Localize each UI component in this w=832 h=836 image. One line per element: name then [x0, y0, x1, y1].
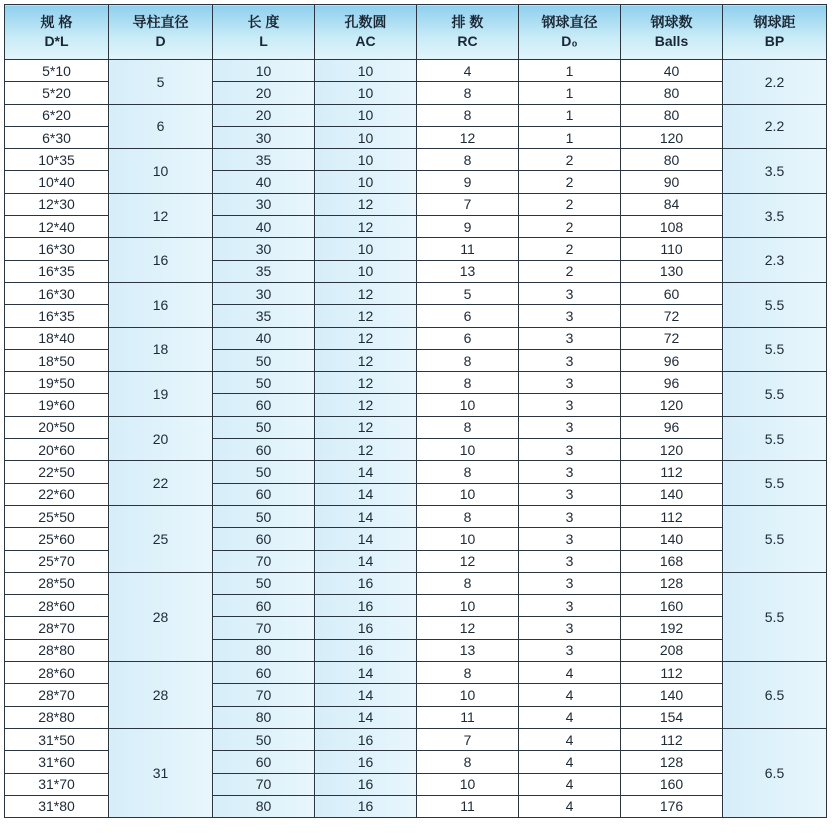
- cell-rows: 8: [417, 82, 519, 104]
- cell-spec: 10*40: [5, 171, 109, 193]
- header-balls: [621, 5, 723, 60]
- cell-balls: 120: [621, 126, 723, 148]
- cell-spec: 31*70: [5, 773, 109, 795]
- cell-hole-circle: 10: [315, 238, 417, 260]
- cell-rows: 10: [417, 394, 519, 416]
- cell-hole-circle: 10: [315, 82, 417, 104]
- cell-hole-circle: 10: [315, 149, 417, 171]
- header-symbol: L: [259, 33, 268, 49]
- cell-spec: 12*30: [5, 193, 109, 215]
- cell-hole-circle: 14: [315, 483, 417, 505]
- header-label: 钢球直径: [541, 14, 598, 30]
- cell-ball-diameter: 3: [519, 595, 621, 617]
- cell-spec: 5*20: [5, 82, 109, 104]
- cell-hole-circle: 12: [315, 349, 417, 371]
- cell-ball-diameter: 3: [519, 282, 621, 304]
- cell-balls: 140: [621, 684, 723, 706]
- cell-ball-pitch: 2.2: [723, 104, 827, 149]
- cell-guide-diameter: 6: [109, 104, 213, 149]
- spec-table-container: [4, 4, 827, 818]
- cell-rows: 10: [417, 595, 519, 617]
- cell-rows: 8: [417, 372, 519, 394]
- cell-length: 50: [213, 505, 315, 527]
- cell-rows: 8: [417, 416, 519, 438]
- cell-balls: 120: [621, 439, 723, 461]
- cell-spec: 31*50: [5, 728, 109, 750]
- cell-rows: 8: [417, 751, 519, 773]
- cell-balls: 110: [621, 238, 723, 260]
- cell-length: 35: [213, 149, 315, 171]
- cell-ball-pitch: 5.5: [723, 372, 827, 417]
- cell-ball-diameter: 3: [519, 617, 621, 639]
- cell-hole-circle: 16: [315, 595, 417, 617]
- cell-spec: 5*10: [5, 60, 109, 82]
- cell-balls: 192: [621, 617, 723, 639]
- cell-ball-pitch: 5.5: [723, 505, 827, 572]
- cell-length: 30: [213, 193, 315, 215]
- cell-ball-diameter: 3: [519, 572, 621, 594]
- cell-hole-circle: 10: [315, 60, 417, 82]
- cell-balls: 72: [621, 327, 723, 349]
- cell-hole-circle: 16: [315, 617, 417, 639]
- cell-hole-circle: 12: [315, 394, 417, 416]
- header-label: 钢球数: [650, 14, 693, 30]
- cell-spec: 20*50: [5, 416, 109, 438]
- header-row: [5, 5, 827, 60]
- cell-rows: 8: [417, 662, 519, 684]
- cell-rows: 5: [417, 282, 519, 304]
- cell-ball-diameter: 2: [519, 149, 621, 171]
- cell-rows: 8: [417, 349, 519, 371]
- cell-ball-pitch: 6.5: [723, 662, 827, 729]
- cell-balls: 154: [621, 706, 723, 728]
- header-symbol: BP: [764, 33, 785, 49]
- cell-spec: 28*50: [5, 572, 109, 594]
- cell-length: 40: [213, 171, 315, 193]
- cell-spec: 28*80: [5, 639, 109, 661]
- cell-hole-circle: 16: [315, 572, 417, 594]
- cell-balls: 112: [621, 662, 723, 684]
- cell-balls: 96: [621, 416, 723, 438]
- cell-hole-circle: 10: [315, 126, 417, 148]
- cell-hole-circle: 12: [315, 216, 417, 238]
- cell-ball-diameter: 3: [519, 349, 621, 371]
- table-row: [5, 149, 827, 171]
- cell-balls: 128: [621, 572, 723, 594]
- cell-rows: 8: [417, 461, 519, 483]
- cell-spec: 25*60: [5, 528, 109, 550]
- cell-spec: 20*60: [5, 439, 109, 461]
- cell-spec: 12*40: [5, 216, 109, 238]
- header-symbol: RC: [457, 33, 478, 49]
- cell-balls: 128: [621, 751, 723, 773]
- cell-length: 60: [213, 439, 315, 461]
- header-length: [213, 5, 315, 60]
- cell-hole-circle: 10: [315, 171, 417, 193]
- cell-guide-diameter: 5: [109, 60, 213, 105]
- table-row: [5, 505, 827, 527]
- cell-balls: 168: [621, 550, 723, 572]
- cell-ball-diameter: 2: [519, 193, 621, 215]
- cell-balls: 140: [621, 483, 723, 505]
- cell-hole-circle: 12: [315, 282, 417, 304]
- cell-rows: 9: [417, 171, 519, 193]
- cell-balls: 176: [621, 795, 723, 817]
- cell-ball-diameter: 3: [519, 528, 621, 550]
- cell-ball-diameter: 2: [519, 260, 621, 282]
- cell-length: 10: [213, 60, 315, 82]
- header-ball-pitch: [723, 5, 827, 60]
- table-row: [5, 282, 827, 304]
- cell-ball-diameter: 3: [519, 505, 621, 527]
- cell-rows: 8: [417, 572, 519, 594]
- cell-length: 35: [213, 260, 315, 282]
- cell-hole-circle: 10: [315, 104, 417, 126]
- cell-guide-diameter: 31: [109, 728, 213, 817]
- cell-ball-diameter: 4: [519, 751, 621, 773]
- cell-balls: 80: [621, 149, 723, 171]
- cell-balls: 208: [621, 639, 723, 661]
- cell-guide-diameter: 19: [109, 372, 213, 417]
- header-rows: [417, 5, 519, 60]
- cell-spec: 16*35: [5, 260, 109, 282]
- cell-length: 50: [213, 572, 315, 594]
- cell-spec: 16*30: [5, 238, 109, 260]
- cell-spec: 6*20: [5, 104, 109, 126]
- cell-rows: 4: [417, 60, 519, 82]
- cell-rows: 11: [417, 238, 519, 260]
- cell-hole-circle: 16: [315, 795, 417, 817]
- cell-ball-diameter: 1: [519, 60, 621, 82]
- cell-guide-diameter: 28: [109, 572, 213, 661]
- cell-length: 80: [213, 795, 315, 817]
- cell-rows: 6: [417, 327, 519, 349]
- cell-balls: 80: [621, 82, 723, 104]
- cell-length: 60: [213, 528, 315, 550]
- header-symbol: D: [155, 33, 166, 49]
- cell-spec: 16*35: [5, 305, 109, 327]
- cell-balls: 90: [621, 171, 723, 193]
- cell-spec: 25*70: [5, 550, 109, 572]
- table-row: [5, 193, 827, 215]
- cell-hole-circle: 14: [315, 684, 417, 706]
- cell-guide-diameter: 20: [109, 416, 213, 461]
- cell-rows: 12: [417, 617, 519, 639]
- cell-hole-circle: 14: [315, 706, 417, 728]
- table-row: [5, 461, 827, 483]
- cell-hole-circle: 12: [315, 372, 417, 394]
- cell-length: 30: [213, 238, 315, 260]
- cell-rows: 8: [417, 149, 519, 171]
- cell-length: 50: [213, 416, 315, 438]
- cell-length: 60: [213, 483, 315, 505]
- cell-ball-pitch: 5.5: [723, 572, 827, 661]
- cell-rows: 8: [417, 104, 519, 126]
- cell-length: 70: [213, 773, 315, 795]
- cell-length: 40: [213, 327, 315, 349]
- cell-balls: 120: [621, 394, 723, 416]
- cell-ball-diameter: 3: [519, 461, 621, 483]
- cell-rows: 9: [417, 216, 519, 238]
- cell-balls: 72: [621, 305, 723, 327]
- cell-ball-pitch: 5.5: [723, 461, 827, 506]
- cell-ball-diameter: 4: [519, 662, 621, 684]
- cell-hole-circle: 14: [315, 528, 417, 550]
- cell-balls: 96: [621, 349, 723, 371]
- header-label: 导柱直径: [132, 14, 189, 30]
- cell-ball-pitch: 3.5: [723, 193, 827, 238]
- cell-rows: 11: [417, 706, 519, 728]
- cell-length: 50: [213, 372, 315, 394]
- cell-hole-circle: 12: [315, 305, 417, 327]
- cell-rows: 10: [417, 773, 519, 795]
- cell-length: 50: [213, 349, 315, 371]
- table-header: [5, 5, 827, 60]
- cell-rows: 10: [417, 684, 519, 706]
- cell-guide-diameter: 18: [109, 327, 213, 372]
- header-label: 排 数: [451, 14, 484, 30]
- cell-ball-diameter: 2: [519, 216, 621, 238]
- cell-rows: 12: [417, 126, 519, 148]
- table-row: [5, 372, 827, 394]
- cell-spec: 28*80: [5, 706, 109, 728]
- cell-balls: 160: [621, 595, 723, 617]
- cell-hole-circle: 12: [315, 327, 417, 349]
- cell-guide-diameter: 22: [109, 461, 213, 506]
- cell-length: 70: [213, 617, 315, 639]
- cell-spec: 19*50: [5, 372, 109, 394]
- cell-hole-circle: 14: [315, 550, 417, 572]
- cell-spec: 31*80: [5, 795, 109, 817]
- cell-length: 30: [213, 282, 315, 304]
- cell-ball-diameter: 3: [519, 416, 621, 438]
- cell-ball-diameter: 4: [519, 773, 621, 795]
- spec-table: [4, 4, 827, 818]
- cell-guide-diameter: 12: [109, 193, 213, 238]
- cell-hole-circle: 16: [315, 728, 417, 750]
- cell-length: 60: [213, 595, 315, 617]
- cell-ball-pitch: 5.5: [723, 327, 827, 372]
- cell-length: 50: [213, 461, 315, 483]
- cell-rows: 13: [417, 639, 519, 661]
- header-label: 长 度: [247, 14, 280, 30]
- cell-balls: 140: [621, 528, 723, 550]
- header-label: 钢球距: [753, 14, 796, 30]
- cell-rows: 8: [417, 505, 519, 527]
- cell-hole-circle: 12: [315, 416, 417, 438]
- cell-ball-diameter: 3: [519, 327, 621, 349]
- cell-spec: 10*35: [5, 149, 109, 171]
- cell-ball-diameter: 3: [519, 305, 621, 327]
- cell-ball-diameter: 1: [519, 126, 621, 148]
- cell-balls: 130: [621, 260, 723, 282]
- cell-rows: 11: [417, 795, 519, 817]
- cell-ball-pitch: 2.3: [723, 238, 827, 283]
- cell-hole-circle: 14: [315, 461, 417, 483]
- cell-balls: 84: [621, 193, 723, 215]
- cell-length: 70: [213, 550, 315, 572]
- cell-guide-diameter: 16: [109, 282, 213, 327]
- cell-rows: 6: [417, 305, 519, 327]
- cell-spec: 22*60: [5, 483, 109, 505]
- cell-ball-diameter: 3: [519, 394, 621, 416]
- cell-length: 80: [213, 706, 315, 728]
- header-symbol: AC: [355, 33, 376, 49]
- cell-balls: 80: [621, 104, 723, 126]
- cell-ball-pitch: 5.5: [723, 416, 827, 461]
- cell-length: 50: [213, 728, 315, 750]
- cell-ball-diameter: 3: [519, 639, 621, 661]
- table-row: [5, 662, 827, 684]
- cell-hole-circle: 10: [315, 260, 417, 282]
- cell-ball-pitch: 3.5: [723, 149, 827, 194]
- cell-length: 40: [213, 216, 315, 238]
- cell-rows: 10: [417, 528, 519, 550]
- cell-balls: 96: [621, 372, 723, 394]
- cell-ball-diameter: 4: [519, 795, 621, 817]
- cell-guide-diameter: 10: [109, 149, 213, 194]
- cell-length: 20: [213, 82, 315, 104]
- cell-spec: 31*60: [5, 751, 109, 773]
- cell-ball-diameter: 2: [519, 238, 621, 260]
- cell-length: 35: [213, 305, 315, 327]
- cell-guide-diameter: 28: [109, 662, 213, 729]
- cell-balls: 60: [621, 282, 723, 304]
- table-body: [5, 60, 827, 818]
- header-symbol: D₀: [561, 33, 578, 49]
- cell-ball-diameter: 4: [519, 728, 621, 750]
- cell-spec: 18*50: [5, 349, 109, 371]
- cell-balls: 112: [621, 505, 723, 527]
- cell-ball-diameter: 4: [519, 706, 621, 728]
- cell-hole-circle: 12: [315, 193, 417, 215]
- cell-ball-diameter: 2: [519, 171, 621, 193]
- cell-rows: 10: [417, 483, 519, 505]
- cell-ball-pitch: 5.5: [723, 282, 827, 327]
- cell-spec: 28*70: [5, 617, 109, 639]
- cell-ball-diameter: 3: [519, 483, 621, 505]
- cell-rows: 7: [417, 728, 519, 750]
- cell-rows: 13: [417, 260, 519, 282]
- cell-ball-diameter: 3: [519, 439, 621, 461]
- table-row: [5, 572, 827, 594]
- cell-hole-circle: 16: [315, 639, 417, 661]
- cell-rows: 10: [417, 439, 519, 461]
- cell-balls: 112: [621, 461, 723, 483]
- cell-length: 20: [213, 104, 315, 126]
- table-row: [5, 327, 827, 349]
- cell-length: 60: [213, 662, 315, 684]
- cell-hole-circle: 14: [315, 662, 417, 684]
- cell-balls: 112: [621, 728, 723, 750]
- cell-length: 60: [213, 751, 315, 773]
- header-symbol: D*L: [44, 33, 69, 49]
- header-label: 规 格: [40, 14, 73, 30]
- cell-ball-pitch: 2.2: [723, 60, 827, 105]
- header-label: 孔数圆: [344, 14, 387, 30]
- cell-length: 60: [213, 394, 315, 416]
- cell-ball-diameter: 1: [519, 82, 621, 104]
- cell-balls: 40: [621, 60, 723, 82]
- table-row: [5, 104, 827, 126]
- cell-ball-diameter: 3: [519, 372, 621, 394]
- cell-guide-diameter: 25: [109, 505, 213, 572]
- cell-length: 30: [213, 126, 315, 148]
- cell-length: 70: [213, 684, 315, 706]
- table-row: [5, 238, 827, 260]
- header-guide-diameter: [109, 5, 213, 60]
- table-row: [5, 728, 827, 750]
- cell-hole-circle: 14: [315, 505, 417, 527]
- header-symbol: Balls: [654, 33, 689, 49]
- cell-balls: 108: [621, 216, 723, 238]
- table-row: [5, 60, 827, 82]
- cell-length: 80: [213, 639, 315, 661]
- cell-rows: 12: [417, 550, 519, 572]
- cell-hole-circle: 16: [315, 751, 417, 773]
- table-row: [5, 416, 827, 438]
- cell-guide-diameter: 16: [109, 238, 213, 283]
- header-ball-diameter: [519, 5, 621, 60]
- cell-spec: 22*50: [5, 461, 109, 483]
- cell-hole-circle: 12: [315, 439, 417, 461]
- cell-spec: 18*40: [5, 327, 109, 349]
- cell-ball-pitch: 6.5: [723, 728, 827, 817]
- cell-spec: 6*30: [5, 126, 109, 148]
- cell-ball-diameter: 1: [519, 104, 621, 126]
- cell-spec: 28*60: [5, 595, 109, 617]
- cell-ball-diameter: 4: [519, 684, 621, 706]
- header-spec: [5, 5, 109, 60]
- cell-balls: 160: [621, 773, 723, 795]
- cell-hole-circle: 16: [315, 773, 417, 795]
- cell-spec: 28*70: [5, 684, 109, 706]
- cell-spec: 19*60: [5, 394, 109, 416]
- header-hole-circle: [315, 5, 417, 60]
- cell-ball-diameter: 3: [519, 550, 621, 572]
- cell-spec: 28*60: [5, 662, 109, 684]
- cell-spec: 16*30: [5, 282, 109, 304]
- cell-rows: 7: [417, 193, 519, 215]
- cell-spec: 25*50: [5, 505, 109, 527]
